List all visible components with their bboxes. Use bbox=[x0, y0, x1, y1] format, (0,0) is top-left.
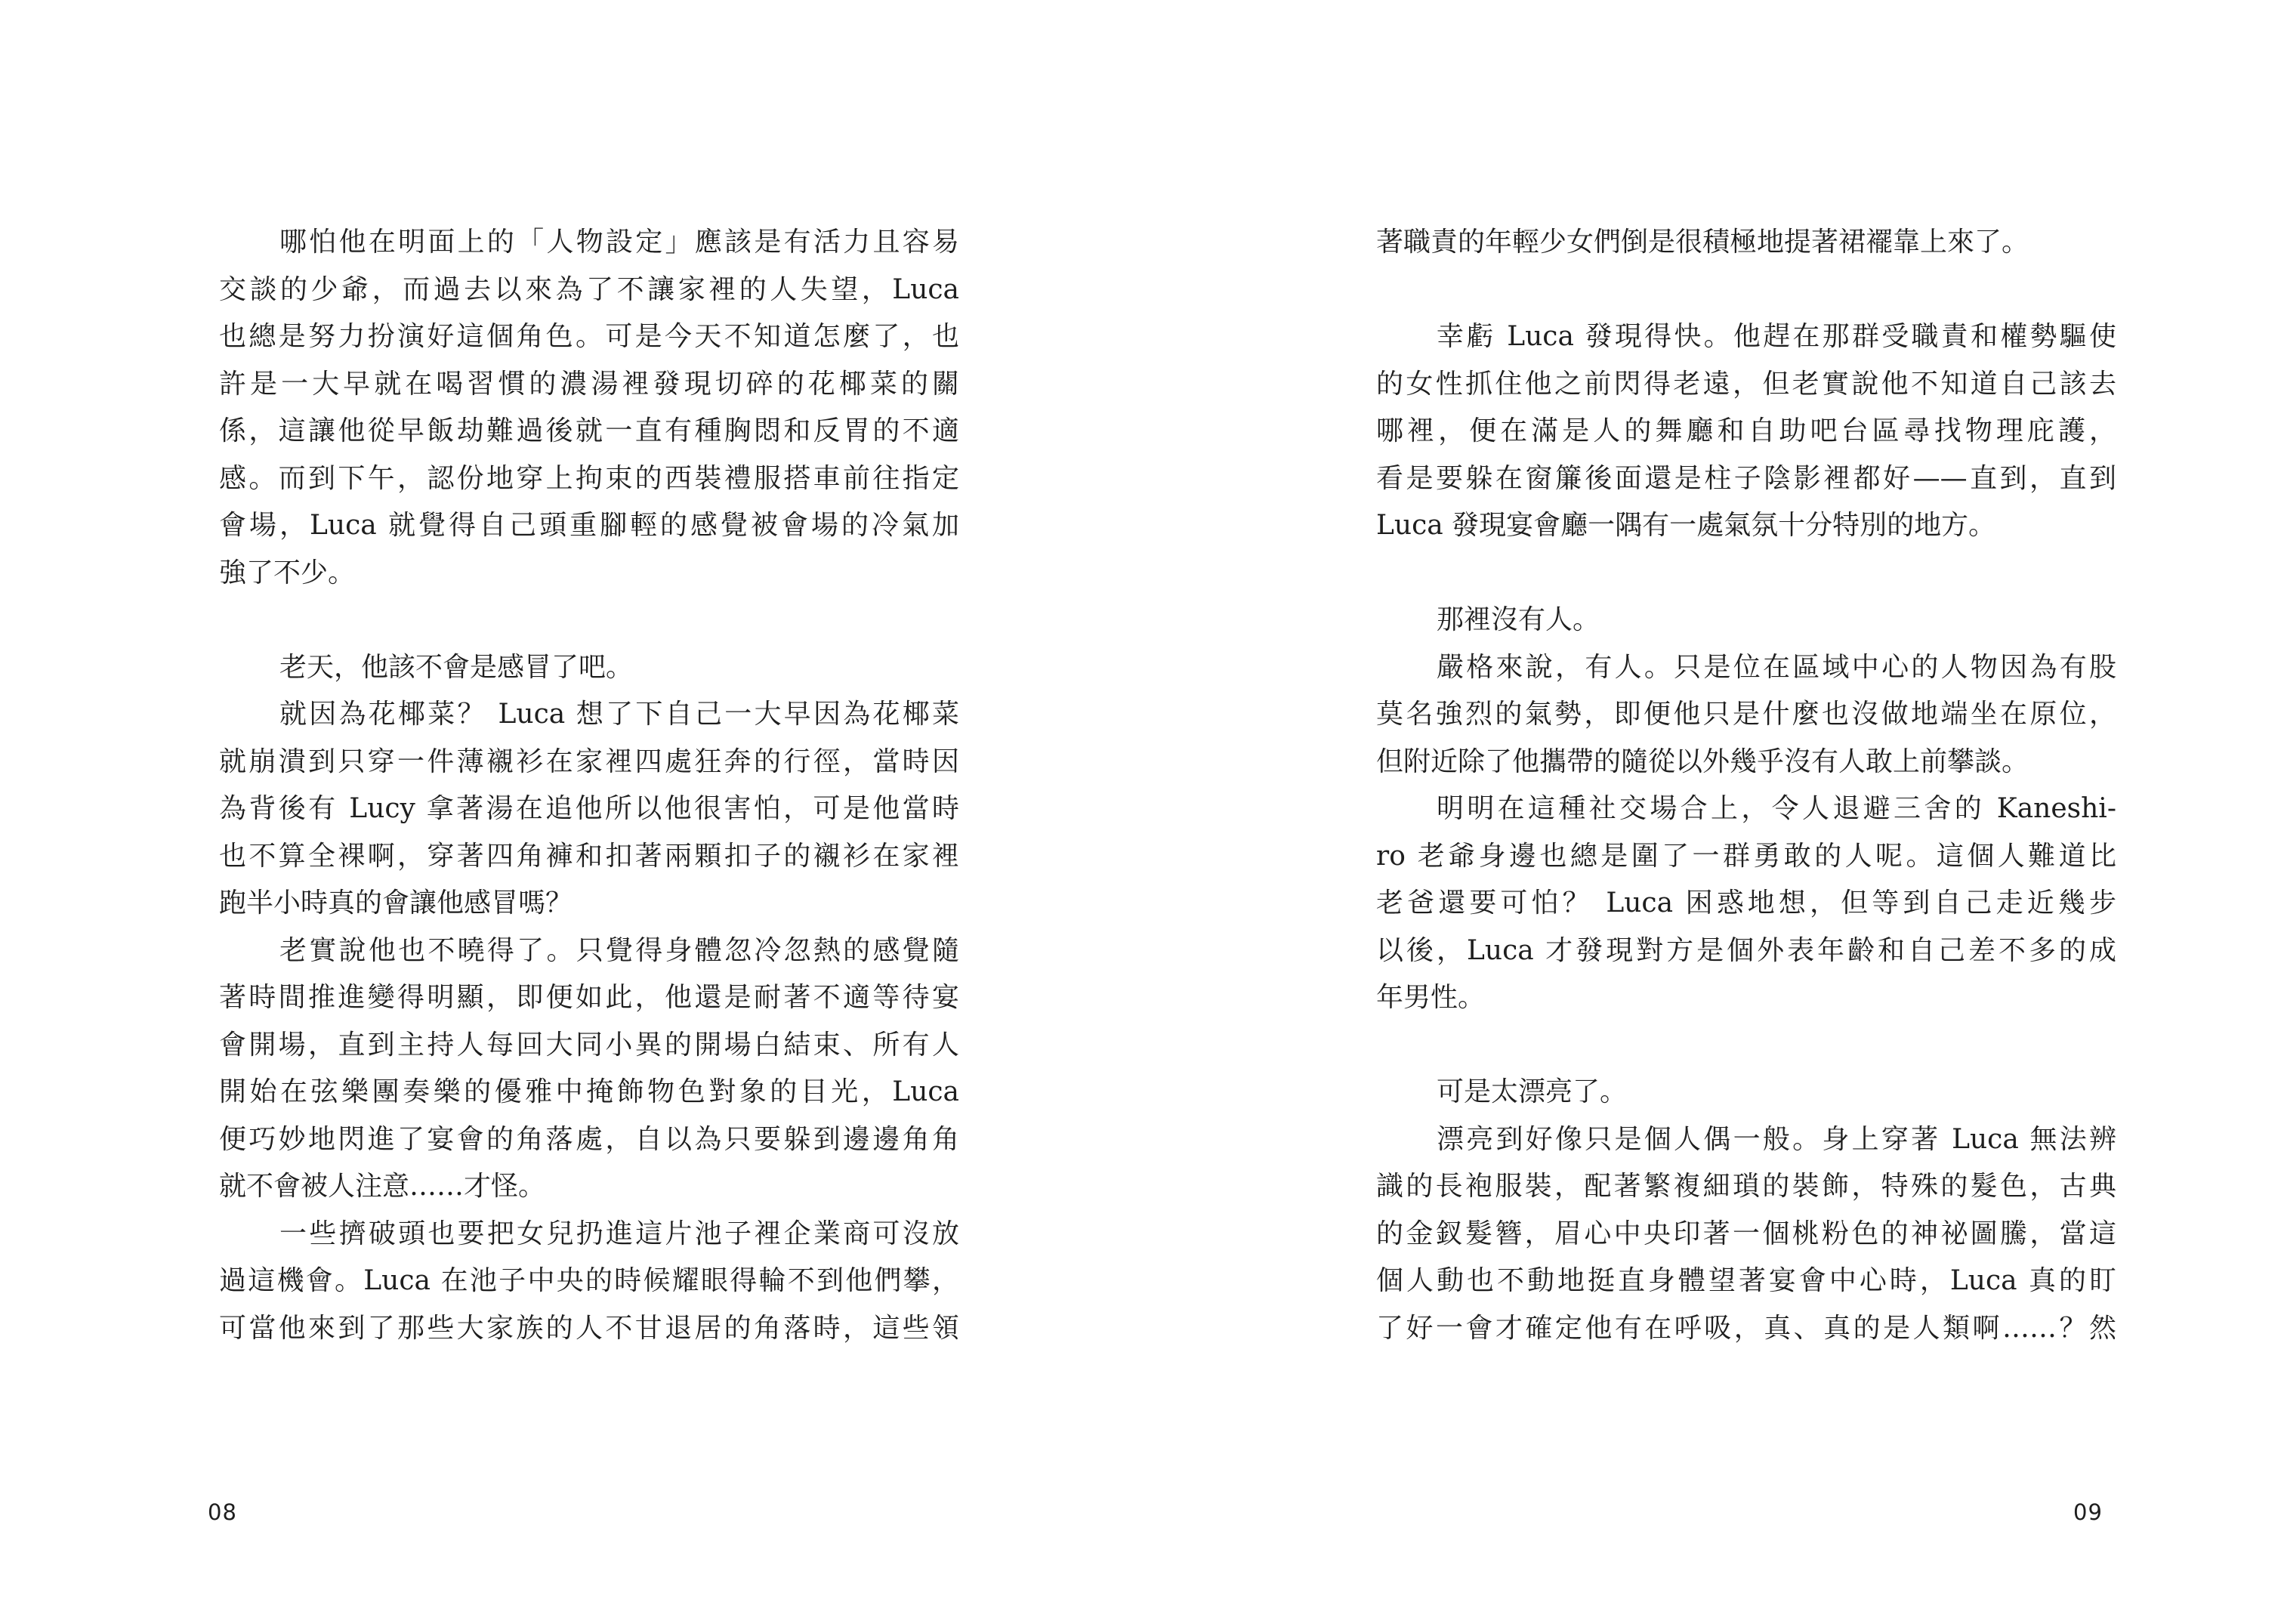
text-line: 幸虧 Luca 發現得快。他趕在那群受職責和權勢驅使 bbox=[1437, 321, 2116, 352]
paragraph-gap bbox=[1376, 267, 2116, 314]
text-line: 也不算全裸啊，穿著四角褲和扣著兩顆扣子的襯衫在家裡 bbox=[219, 840, 959, 872]
text-line: Luca 發現宴會廳一隅有一處氣氛十分特別的地方。 bbox=[1376, 510, 1996, 541]
text-line: 莫名強烈的氣勢，即便他只是什麼也沒做地端坐在原位， bbox=[1376, 699, 2116, 730]
text-line: 係，這讓他從早飯劫難過後就一直有種胸悶和反胃的不適 bbox=[219, 415, 959, 446]
text-line: 的金釵髮簪，眉心中央印著一個桃粉色的神祕圖騰，當這 bbox=[1376, 1218, 2116, 1249]
text-line: 為背後有 Lucy 拿著湯在追他所以他很害怕，可是他當時 bbox=[219, 793, 959, 824]
text-line: 就因為花椰菜？ Luca 想了下自己一大早因為花椰菜 bbox=[279, 699, 959, 730]
text-line: 感。而到下午，認份地穿上拘束的西裝禮服搭車前往指定 bbox=[219, 462, 959, 494]
text-line: 就崩潰到只穿一件薄襯衫在家裡四處狂奔的行徑，當時因 bbox=[219, 746, 959, 777]
text-line: 便巧妙地閃進了宴會的角落處，自以為只要躲到邊邊角角 bbox=[219, 1123, 959, 1155]
text-line: 識的長袍服裝，配著繁複細瑣的裝飾，特殊的髮色，古典 bbox=[1376, 1171, 2116, 1202]
text-line: 可是太漂亮了。 bbox=[1437, 1076, 1628, 1107]
text-line: 就不會被人注意……才怪。 bbox=[219, 1171, 546, 1202]
text-line: 漂亮到好像只是個人偶一般。身上穿著 Luca 無法辨 bbox=[1437, 1123, 2116, 1155]
text-line: 過這機會。Luca 在池子中央的時候耀眼得輪不到他們攀， bbox=[219, 1265, 959, 1296]
text-line: 老爸還要可怕？ Luca 困惑地想，但等到自己走近幾步 bbox=[1376, 888, 2116, 919]
text-line: 也總是努力扮演好這個角色。可是今天不知道怎麼了，也 bbox=[219, 321, 959, 352]
text-line: 年男性。 bbox=[1376, 982, 1486, 1013]
text-line: 個人動也不動地挺直身體望著宴會中心時，Luca 真的盯 bbox=[1376, 1265, 2116, 1296]
text-line: 哪怕他在明面上的「人物設定」應該是有活力且容易 bbox=[279, 227, 959, 258]
paragraph-gap bbox=[1376, 550, 2116, 597]
text-line: ro 老爺身邊也總是圍了一群勇敢的人呢。這個人難道比 bbox=[1376, 840, 2116, 872]
text-line: 會開場，直到主持人每回大同小異的開場白結束、所有人 bbox=[219, 1029, 959, 1061]
text-line: 看是要躲在窗簾後面還是柱子陰影裡都好——直到，直到 bbox=[1376, 462, 2116, 494]
text-line: 交談的少爺，而過去以來為了不讓家裡的人失望，Luca bbox=[219, 273, 959, 305]
text-line: 明明在這種社交場合上，令人退避三舍的 Kaneshi- bbox=[1437, 793, 2116, 824]
text-line: 可當他來到了那些大家族的人不甘退居的角落時，這些領 bbox=[219, 1312, 959, 1344]
page-number: 09 bbox=[2073, 1499, 2103, 1525]
text-line: 會場，Luca 就覺得自己頭重腳輕的感覺被會場的冷氣加 bbox=[219, 510, 959, 541]
paragraph-gap bbox=[219, 597, 959, 644]
text-line: 老實說他也不曉得了。只覺得身體忽冷忽熱的感覺隨 bbox=[279, 934, 959, 966]
text-line: 強了不少。 bbox=[219, 557, 356, 588]
text-line: 哪裡，便在滿是人的舞廳和自助吧台區尋找物理庇護， bbox=[1376, 415, 2116, 446]
text-line: 那裡沒有人。 bbox=[1437, 604, 1600, 635]
text-line: 著職責的年輕少女們倒是很積極地提著裙襬靠上來了。 bbox=[1376, 227, 2029, 258]
text-line: 嚴格來說，有人。只是位在區域中心的人物因為有股 bbox=[1437, 651, 2116, 683]
text-line: 一些擠破頭也要把女兒扔進這片池子裡企業商可沒放 bbox=[279, 1218, 959, 1249]
text-line: 但附近除了他攜帶的隨從以外幾乎沒有人敢上前攀談。 bbox=[1376, 746, 2029, 777]
text-line: 的女性抓住他之前閃得老遠，但老實說他不知道自己該去 bbox=[1376, 368, 2116, 400]
text-line: 老天，他該不會是感冒了吧。 bbox=[279, 651, 634, 683]
text-line: 以後，Luca 才發現對方是個外表年齡和自己差不多的成 bbox=[1376, 934, 2116, 966]
right-page bbox=[1142, 0, 2284, 1624]
text-line: 開始在弦樂團奏樂的優雅中掩飾物色對象的目光，Luca bbox=[219, 1076, 959, 1107]
text-line: 著時間推進變得明顯，即便如此，他還是耐著不適等待宴 bbox=[219, 982, 959, 1013]
text-line: 跑半小時真的會讓他感冒嗎？ bbox=[219, 888, 573, 919]
paragraph-gap bbox=[1376, 1022, 2116, 1070]
text-line: 了好一會才確定他有在呼吸，真、真的是人類啊……？然 bbox=[1376, 1312, 2116, 1344]
right-page-text bbox=[1376, 219, 2116, 1352]
page-number: 08 bbox=[208, 1499, 237, 1525]
left-page-text bbox=[219, 219, 959, 1352]
text-line: 許是一大早就在喝習慣的濃湯裡發現切碎的花椰菜的關 bbox=[219, 368, 959, 400]
